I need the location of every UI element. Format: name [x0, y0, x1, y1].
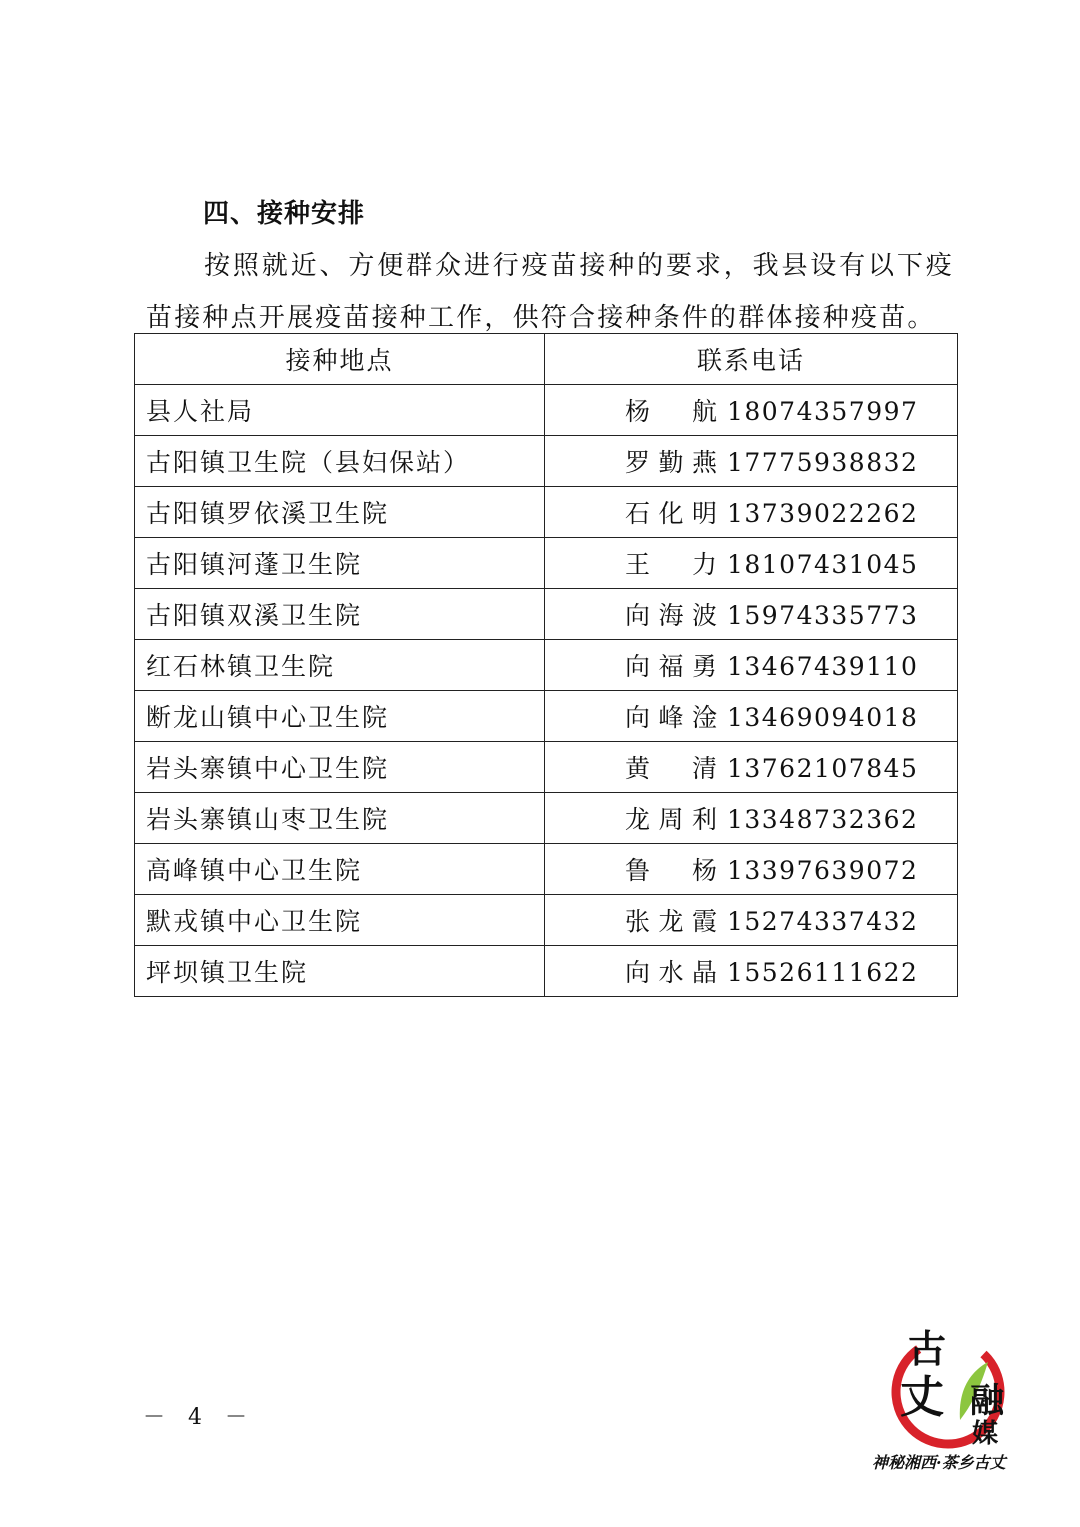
media-logo: [870, 1320, 1040, 1480]
contact-cell: [545, 895, 958, 946]
contact-cell: [545, 487, 958, 538]
contact-name: 向峰淦: [625, 703, 717, 732]
contact-cell: [545, 538, 958, 589]
logo-char-gu: 古: [908, 1326, 947, 1371]
intro-paragraph: 按照就近、方便群众进行疫苗接种的要求，我县设有以下疫苗接种点开展疫苗接种工作，供符合接种条件的群体接种疫苗。: [146, 251, 954, 333]
table-row: [135, 385, 958, 436]
phone-number: 17775938832: [726, 448, 919, 477]
location-cell: 岩头寨镇山枣卫生院: [135, 793, 545, 844]
phone-number: 13397639072: [726, 856, 919, 885]
phone-number: 13348732362: [726, 805, 919, 834]
location-cell: 古阳镇罗依溪卫生院: [135, 487, 545, 538]
contact-cell: [545, 436, 958, 487]
location-cell: 高峰镇中心卫生院: [135, 844, 545, 895]
phone-number: 18107431045: [726, 550, 919, 579]
table-row: [135, 691, 958, 742]
logo-char-mei: 媒: [972, 1419, 999, 1449]
table-row: [135, 742, 958, 793]
location-cell: 默戎镇中心卫生院: [135, 895, 545, 946]
table-row: [135, 436, 958, 487]
phone-number: 15974335773: [726, 601, 919, 630]
phone-number: 13739022262: [726, 499, 919, 528]
header-location: 接种地点: [135, 334, 545, 385]
contact-name: 杨 航: [625, 397, 717, 426]
contact-name: 黄 清: [625, 754, 717, 783]
table-row: [135, 538, 958, 589]
table-row: [135, 793, 958, 844]
contact-cell: [545, 691, 958, 742]
contact-cell: [545, 844, 958, 895]
contact-name: 鲁 杨: [625, 856, 717, 885]
table-header-row: [135, 334, 958, 385]
contact-name: 向水晶: [625, 958, 717, 987]
phone-number: 13762107845: [726, 754, 919, 783]
table-row: [135, 487, 958, 538]
phone-number: 13469094018: [726, 703, 919, 732]
contact-name: 石化明: [625, 499, 717, 528]
section-heading: 四、接种安排: [203, 199, 366, 229]
phone-number: 15274337432: [726, 907, 919, 936]
contact-cell: [545, 946, 958, 997]
header-phone: 联系电话: [545, 334, 958, 385]
location-cell: 古阳镇双溪卫生院: [135, 589, 545, 640]
location-cell: 古阳镇河蓬卫生院: [135, 538, 545, 589]
contact-name: 罗勤燕: [625, 448, 717, 477]
contact-name: 张龙霞: [625, 907, 717, 936]
contact-cell: [545, 589, 958, 640]
table-row: [135, 946, 958, 997]
table-row: [135, 589, 958, 640]
contact-cell: [545, 793, 958, 844]
page-number: － 4 －: [143, 1405, 255, 1430]
phone-number: 15526111622: [726, 958, 919, 987]
location-cell: 岩头寨镇中心卫生院: [135, 742, 545, 793]
contact-name: 向海波: [625, 601, 717, 630]
logo-char-zhang: 丈: [900, 1372, 944, 1423]
vaccination-sites-table: [134, 333, 958, 997]
location-cell: 断龙山镇中心卫生院: [135, 691, 545, 742]
table-row: [135, 640, 958, 691]
phone-number: 18074357997: [726, 397, 919, 426]
logo-char-rong: 融: [970, 1381, 1004, 1421]
contact-cell: [545, 385, 958, 436]
contact-cell: [545, 742, 958, 793]
logo-slogan: 神秘湘西·茶乡古丈: [872, 1453, 1006, 1472]
contact-name: 向福勇: [625, 652, 717, 681]
contact-cell: [545, 640, 958, 691]
location-cell: 县人社局: [135, 385, 545, 436]
contact-name: 王 力: [625, 550, 717, 579]
table-row: [135, 844, 958, 895]
phone-number: 13467439110: [726, 652, 919, 681]
location-cell: 古阳镇卫生院（县妇保站）: [135, 436, 545, 487]
location-cell: 红石林镇卫生院: [135, 640, 545, 691]
contact-name: 龙周利: [625, 805, 717, 834]
table-row: [135, 895, 958, 946]
location-cell: 坪坝镇卫生院: [135, 946, 545, 997]
